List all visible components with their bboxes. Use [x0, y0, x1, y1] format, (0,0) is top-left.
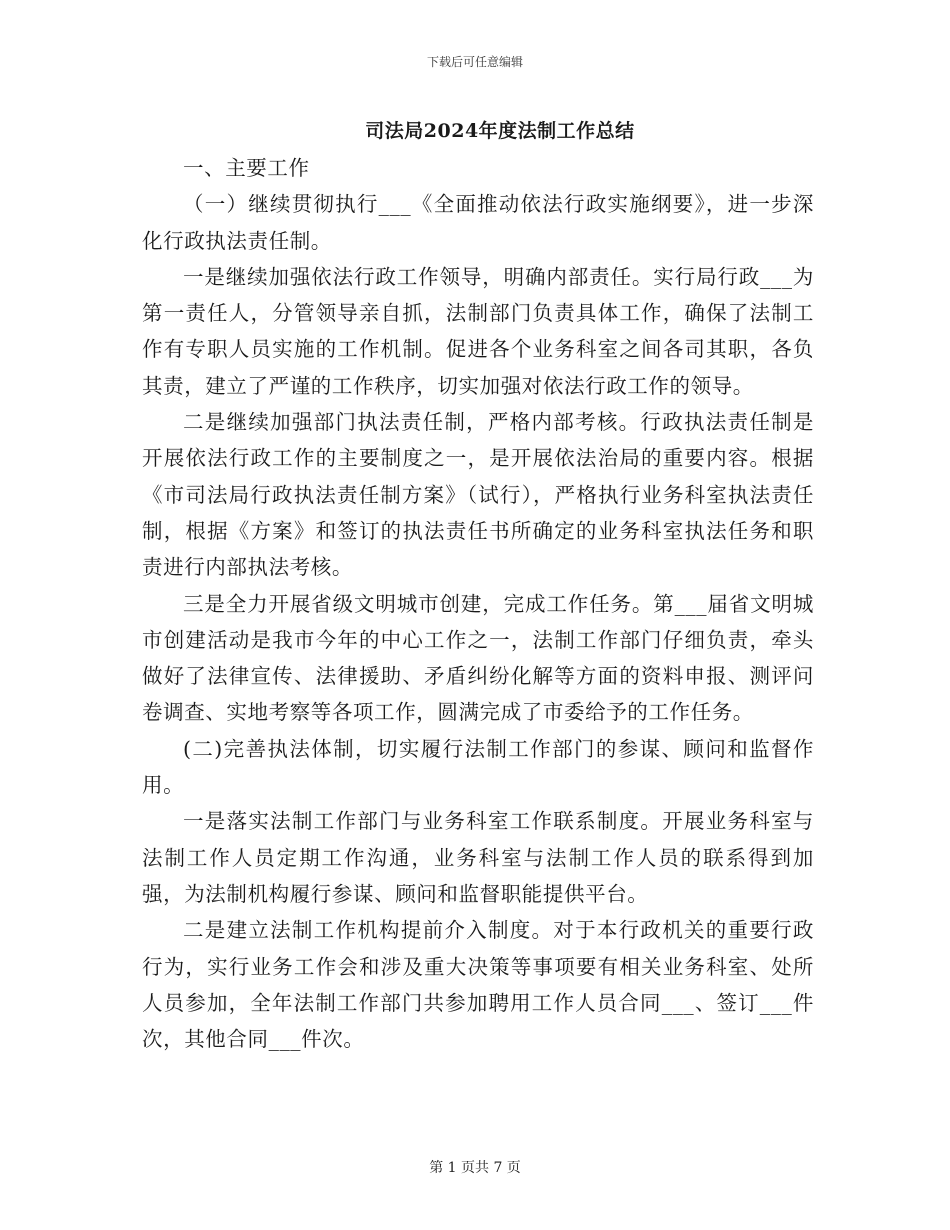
section-heading: 一、主要工作 — [183, 156, 310, 180]
page-number: 第 1 页共 7 页 — [429, 1160, 521, 1176]
paragraph: 二是建立法制工作机构提前介入制度。对于本行政机关的重要行政行为，实行业务工作会和涉及重大决策等事项要有相关业务科室、处所人员参加，全年法制工作部门共参加聘用工作人员合同___、签订___件次，其他合同___件次。 — [142, 918, 814, 1052]
document-title: 司法局2024年度法制工作总结 — [365, 120, 635, 142]
subsection-heading: (二)完善执法体制，切实履行法制工作部门的参谋、顾问和监督作用。 — [142, 736, 814, 798]
paragraph: 一是落实法制工作部门与业务科室工作联系制度。开展业务科室与法制工作人员定期工作沟通，业务科室与法制工作人员的联系得到加强，为法制机构履行参谋、顾问和监督职能提供平台。 — [142, 809, 814, 906]
paragraph: 二是继续加强部门执法责任制，严格内部考核。行政执法责任制是开展依法行政工作的主要制度之一，是开展依法治局的重要内容。根据《市司法局行政执法责任制方案》（试行），严格执行业务科室执法责任制，根据《方案》和签订的执法责任书所确定的业务科室执法任务和职责进行内部执法考核。 — [142, 410, 814, 580]
paragraph: 一是继续加强依法行政工作领导，明确内部责任。实行局行政___为第一责任人，分管领导亲自抓，法制部门负责具体工作，确保了法制工作有专职人员实施的工作机制。促进各个业务科室之间各司其职，各负其责，建立了严谨的工作秩序，切实加强对依法行政工作的领导。 — [142, 264, 814, 398]
document-body — [142, 150, 814, 1057]
subsection-heading: （一）继续贯彻执行___《全面推动依法行政实施纲要》，进一步深化行政执法责任制。 — [142, 192, 814, 253]
paragraph: 三是全力开展省级文明城市创建，完成工作任务。第___届省文明城市创建活动是我市今年的中心工作之一，法制工作部门仔细负责，牵头做好了法律宣传、法律援助、矛盾纠纷化解等方面的资料申报、测评问卷调查、实地考察等各项工作，圆满完成了市委给予的工作任务。 — [142, 591, 814, 725]
header-note: 下载后可任意编辑 — [426, 55, 523, 69]
